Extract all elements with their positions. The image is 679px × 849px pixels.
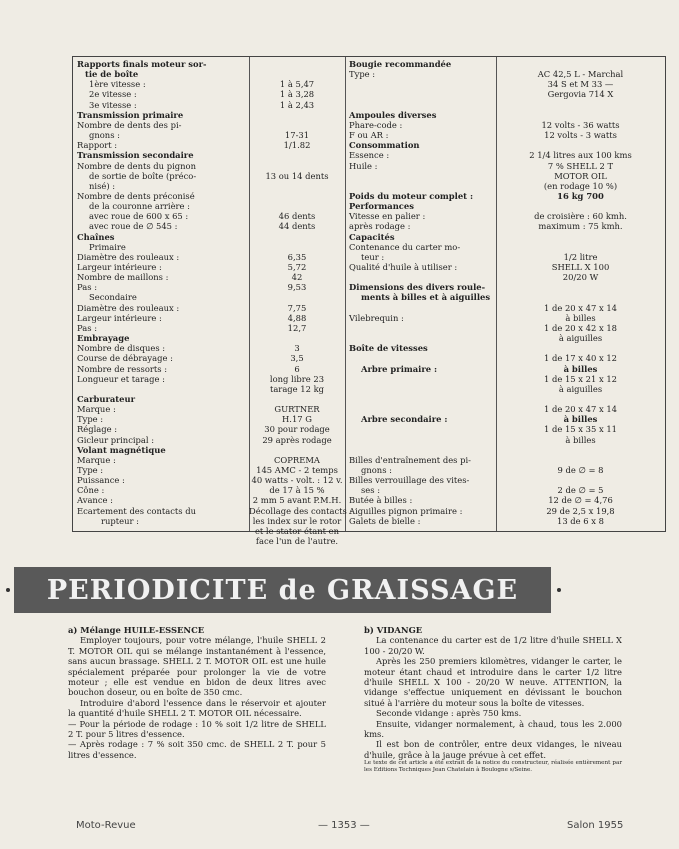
right-row-value: 29 de 2,5 x 19,8 xyxy=(546,505,615,516)
right-row-value: 2 1/4 litres aux 100 kms xyxy=(529,150,632,161)
footer-issue: Salon 1955 xyxy=(567,820,624,831)
right-row-value: 16 kg 700 xyxy=(557,190,604,201)
right-row-label: Contenance du carter mo- xyxy=(349,241,461,252)
right-row-value: à billes xyxy=(565,434,596,445)
left-row-label: Type : xyxy=(77,414,104,425)
right-row-label: Ampoules diverses xyxy=(349,109,437,120)
section-a-item: — Après rodage : 7 % soit 350 cmc. de SHELL 2 T. pour 5 litres d'essence. xyxy=(68,739,326,760)
right-row-value: 12 de ∅ = 4,76 xyxy=(548,495,613,506)
left-row-label: Nombre de maillons : xyxy=(77,272,169,283)
right-row-value: SHELL X 100 xyxy=(551,262,610,272)
left-row-value: long libre 23 xyxy=(269,373,325,384)
left-row-label: 3e vitesse : xyxy=(89,99,137,110)
section-a-item: — Pour la période de rodage : 10 % soit 1/2 litre de SHELL 2 T. pour 5 litres d'essence. xyxy=(68,718,326,740)
left-row-value: face l'un de l'autre. xyxy=(255,536,339,547)
right-row-value: à aiguilles xyxy=(558,383,603,394)
left-row-label: Transmission primaire xyxy=(77,109,184,120)
right-row-value: 1 de 20 x 47 x 14 xyxy=(543,404,618,415)
left-row-value: 4,88 xyxy=(287,312,307,323)
right-row-label: Vilebrequin : xyxy=(349,312,404,323)
left-row-value: 7,75 xyxy=(287,302,307,313)
right-row-label: ments à billes et à aiguilles xyxy=(361,292,491,303)
right-row-label: Poids du moteur complet : xyxy=(349,190,474,201)
left-row-value: 40 watts - volt. : 12 v. xyxy=(251,475,343,486)
right-row-label: Consommation xyxy=(349,140,420,151)
right-row-label: Arbre secondaire : xyxy=(361,414,448,425)
left-row-value: 3 xyxy=(294,343,300,354)
right-row-label: Billes d'entraînement des pi- xyxy=(349,454,471,465)
right-row-value: 12 volts - 36 watts xyxy=(541,119,620,130)
right-row-label: Aiguilles pignon primaire : xyxy=(349,505,463,516)
left-row-value: Décollage des contacts : xyxy=(249,505,353,516)
section-b-heading: b) VIDANGE xyxy=(364,625,423,635)
left-row-label: Secondaire xyxy=(89,292,137,303)
source-note: Le texte de cet article a été extrait de la notice du constructeur, réalisée entièrement par les Editions Techniques Jean Chatelain à Boulogne s/Seine. xyxy=(364,760,622,773)
left-row-value: 30 pour rodage xyxy=(264,424,330,435)
right-row-label: gnons : xyxy=(361,465,392,475)
right-row-value: AC 42,5 L - Marchal xyxy=(537,69,624,80)
right-row-value: 12 volts - 3 watts xyxy=(544,130,617,141)
left-row-label: avec roue de ∅ 545 : xyxy=(89,221,178,232)
right-row-value: 2 de ∅ = 5 xyxy=(557,485,604,496)
left-row-label: Réglage : xyxy=(77,424,118,435)
left-row-value: 17-31 xyxy=(284,130,310,141)
right-row-value: à billes xyxy=(563,363,598,374)
section-a-para: Employer toujours, pour votre mélange, l'huile SHELL 2 T. MOTOR OIL qui se mélange instantanément à l'essence, sans aucun brassage. SHELL 2 T. MOTOR OIL est une huile spécialement préparée pour prolonger la vie de votre moteur ; elle est vendue en bidon de deux litres avec bouchon doseur, ou en boîte de 350 cmc. xyxy=(68,635,326,698)
section-banner xyxy=(14,567,551,613)
left-row-value: 12,7 xyxy=(287,322,307,333)
right-row-label: Billes verrouillage des vites- xyxy=(349,475,470,486)
left-row-value: 46 dents xyxy=(278,211,316,222)
right-row-value: à aiguilles xyxy=(558,333,603,344)
right-row-label: Arbre primaire : xyxy=(361,363,438,374)
left-row-label: Marque : xyxy=(77,404,116,415)
left-row-value: 42 xyxy=(291,272,303,283)
left-row-label: Course de débrayage : xyxy=(77,353,173,364)
left-row-label: Transmission secondaire xyxy=(77,150,194,161)
left-row-label: Primaire xyxy=(89,241,126,252)
specifications-table xyxy=(72,56,666,547)
left-row-label: rupteur : xyxy=(101,515,139,526)
left-row-label: Rapports finals moteur sor- xyxy=(77,59,207,69)
left-row-label: Puissance : xyxy=(77,475,125,486)
left-row-value: 5,72 xyxy=(287,262,307,272)
left-row-label: nisé) : xyxy=(89,180,116,191)
left-row-label: Nombre de dents des pi- xyxy=(77,119,182,130)
right-row-label: Phare-code : xyxy=(349,119,403,130)
right-row-value: 1 de 20 x 47 x 14 xyxy=(543,302,618,313)
left-row-value: 3,5 xyxy=(290,353,304,364)
left-row-value: GURTNER xyxy=(274,404,320,415)
bullet-dot xyxy=(557,588,561,592)
right-row-value: 13 de 6 x 8 xyxy=(556,515,604,526)
left-row-value: et le stator étant en xyxy=(254,525,340,536)
right-row-value: 1 de 15 x 35 x 11 xyxy=(543,424,618,435)
left-row-label: Longueur et tarage : xyxy=(77,373,165,384)
right-row-value: MOTOR OIL xyxy=(554,170,607,181)
right-row-label: après rodage : xyxy=(349,221,411,232)
right-row-label: ses : xyxy=(361,485,381,496)
right-row-value: 1 de 15 x 21 x 12 xyxy=(543,373,618,384)
section-b xyxy=(364,625,622,773)
left-row-value: 6 xyxy=(294,363,300,374)
left-row-value: H.17 G xyxy=(282,414,312,425)
section-b-para: Ensuite, vidanger normalement, à chaud, tous les 2.000 kms. xyxy=(364,718,622,740)
right-row-value: 1 de 20 x 42 x 18 xyxy=(543,322,618,333)
left-row-value: 1 à 2,43 xyxy=(279,99,315,110)
left-row-label: avec roue de 600 x 65 : xyxy=(89,211,189,222)
left-row-label: Diamètre des rouleaux : xyxy=(77,302,180,313)
section-a-para: Introduire d'abord l'essence dans le réservoir et ajouter la quantité d'huile SHELL 2 T. MOTOR OIL nécessaire. xyxy=(68,697,326,719)
right-row-value: 7 % SHELL 2 T xyxy=(547,160,614,171)
left-row-value: 1 à 5,47 xyxy=(279,79,315,90)
right-row-label: F ou AR : xyxy=(349,130,389,141)
left-row-label: 2e vitesse : xyxy=(89,89,137,100)
right-row-label: Dimensions des divers roule- xyxy=(349,282,486,293)
right-row-label: Butée à billes : xyxy=(349,495,413,506)
right-row-value: maximum : 75 kmh. xyxy=(538,221,623,232)
section-b-para: Après les 250 premiers kilomètres, vidanger le carter, le moteur étant chaud et introduire dans le carter 1/2 litre d'huile SHELL X 100 - 20/20 W neuve. ATTENTION, la vidange s'effectue uniquement en dévissant le bouchon situé à l'arrière du moteur sous la boîte de vitesses. xyxy=(364,656,622,708)
left-row-label: Rapport : xyxy=(77,140,118,151)
footer-magazine: Moto-Revue xyxy=(76,820,136,831)
right-row-label: Vitesse en palier : xyxy=(349,211,426,222)
footer-page-number: — 1353 — xyxy=(318,820,370,831)
left-row-label: Embrayage xyxy=(77,333,130,344)
left-row-value: 6,35 xyxy=(287,251,307,262)
left-row-value: 1 à 3,28 xyxy=(279,89,315,100)
left-row-value: 44 dents xyxy=(278,221,316,232)
left-row-value: 29 après rodage xyxy=(262,434,332,445)
section-b-para: La contenance du carter est de 1/2 litre d'huile SHELL X 100 - 20/20 W. xyxy=(364,635,622,656)
left-row-label: Cône : xyxy=(77,485,105,496)
left-row-label: Nombre de dents du pignon xyxy=(77,160,196,171)
right-row-label: Huile : xyxy=(349,160,378,171)
left-row-label: Type : xyxy=(77,465,104,475)
section-b-para: Seconde vidange : après 750 kms. xyxy=(376,708,522,719)
left-row-label: de la couronne arrière : xyxy=(89,201,190,212)
left-row-label: Pas : xyxy=(77,282,98,293)
right-row-label: Essence : xyxy=(349,150,390,161)
right-row-label: teur : xyxy=(361,251,385,262)
right-row-value: 34 S et M 33 — xyxy=(547,79,614,90)
left-row-label: Nombre de disques : xyxy=(77,343,166,354)
left-row-value: 13 ou 14 dents xyxy=(265,170,329,181)
bullet-dot xyxy=(6,588,10,592)
left-row-value: tarage 12 kg xyxy=(269,383,325,394)
right-row-value: à billes xyxy=(563,414,598,425)
right-row-label: Capacités xyxy=(349,231,395,242)
left-row-label: Carburateur xyxy=(77,393,135,404)
right-row-label: Type : xyxy=(349,69,376,80)
left-row-label: Nombre de ressorts : xyxy=(77,363,168,374)
section-a xyxy=(68,625,326,760)
right-row-value: Gergovia 714 X xyxy=(547,89,614,100)
left-row-label: Pas : xyxy=(77,322,98,333)
left-row-label: gnons : xyxy=(89,130,120,141)
right-row-value: 20/20 W xyxy=(562,272,599,283)
banner-title: PERIODICITE de GRAISSAGE xyxy=(46,574,519,606)
left-row-label: Avance : xyxy=(77,495,113,506)
left-row-label: Nombre de dents préconisé xyxy=(77,190,195,201)
right-row-value: (en rodage 10 %) xyxy=(543,180,618,191)
left-row-label: Marque : xyxy=(77,454,116,465)
left-row-value: les index sur le rotor xyxy=(252,515,342,526)
left-row-value: COPREMA xyxy=(274,454,320,465)
right-row-label: Galets de bielle : xyxy=(349,515,421,526)
left-row-value: de 17 à 15 % xyxy=(269,485,325,496)
left-row-label: Largeur intérieure : xyxy=(77,262,162,272)
left-row-label: Chaînes xyxy=(77,231,115,242)
left-row-label: tie de boîte xyxy=(85,69,139,80)
right-row-label: Boîte de vitesses xyxy=(349,343,428,354)
left-row-label: Volant magnétique xyxy=(77,444,166,455)
right-row-label: Performances xyxy=(349,201,414,212)
right-row-value: à billes xyxy=(565,312,596,323)
left-row-label: Largeur intérieure : xyxy=(77,312,162,323)
left-row-label: de sortie de boîte (préco- xyxy=(89,170,197,181)
right-row-value: 1 de 17 x 40 x 12 xyxy=(543,353,618,364)
left-row-label: Gicleur principal : xyxy=(77,434,155,445)
right-row-label: Qualité d'huile à utiliser : xyxy=(349,262,458,272)
left-row-value: 145 AMC - 2 temps xyxy=(256,465,338,475)
left-row-label: Diamètre des rouleaux : xyxy=(77,251,180,262)
left-row-label: Ecartement des contacts du xyxy=(77,505,196,516)
right-row-value: 9 de ∅ = 8 xyxy=(557,465,604,475)
right-row-value: 1/2 litre xyxy=(563,251,598,262)
section-a-heading: a) Mélange HUILE-ESSENCE xyxy=(68,625,205,635)
left-row-label: 1ère vitesse : xyxy=(89,79,146,90)
section-b-para: Il est bon de contrôler, entre deux vidanges, le niveau d'huile, grâce à la jauge prévue à cet effet. xyxy=(364,739,622,760)
left-row-value: 1/1.82 xyxy=(283,140,311,151)
left-row-value: 9,53 xyxy=(287,282,307,293)
right-row-label: Bougie recommandée xyxy=(349,59,452,69)
right-row-value: de croisière : 60 kmh. xyxy=(534,211,627,222)
left-row-value: 2 mm 5 avant P.M.H. xyxy=(252,495,342,506)
